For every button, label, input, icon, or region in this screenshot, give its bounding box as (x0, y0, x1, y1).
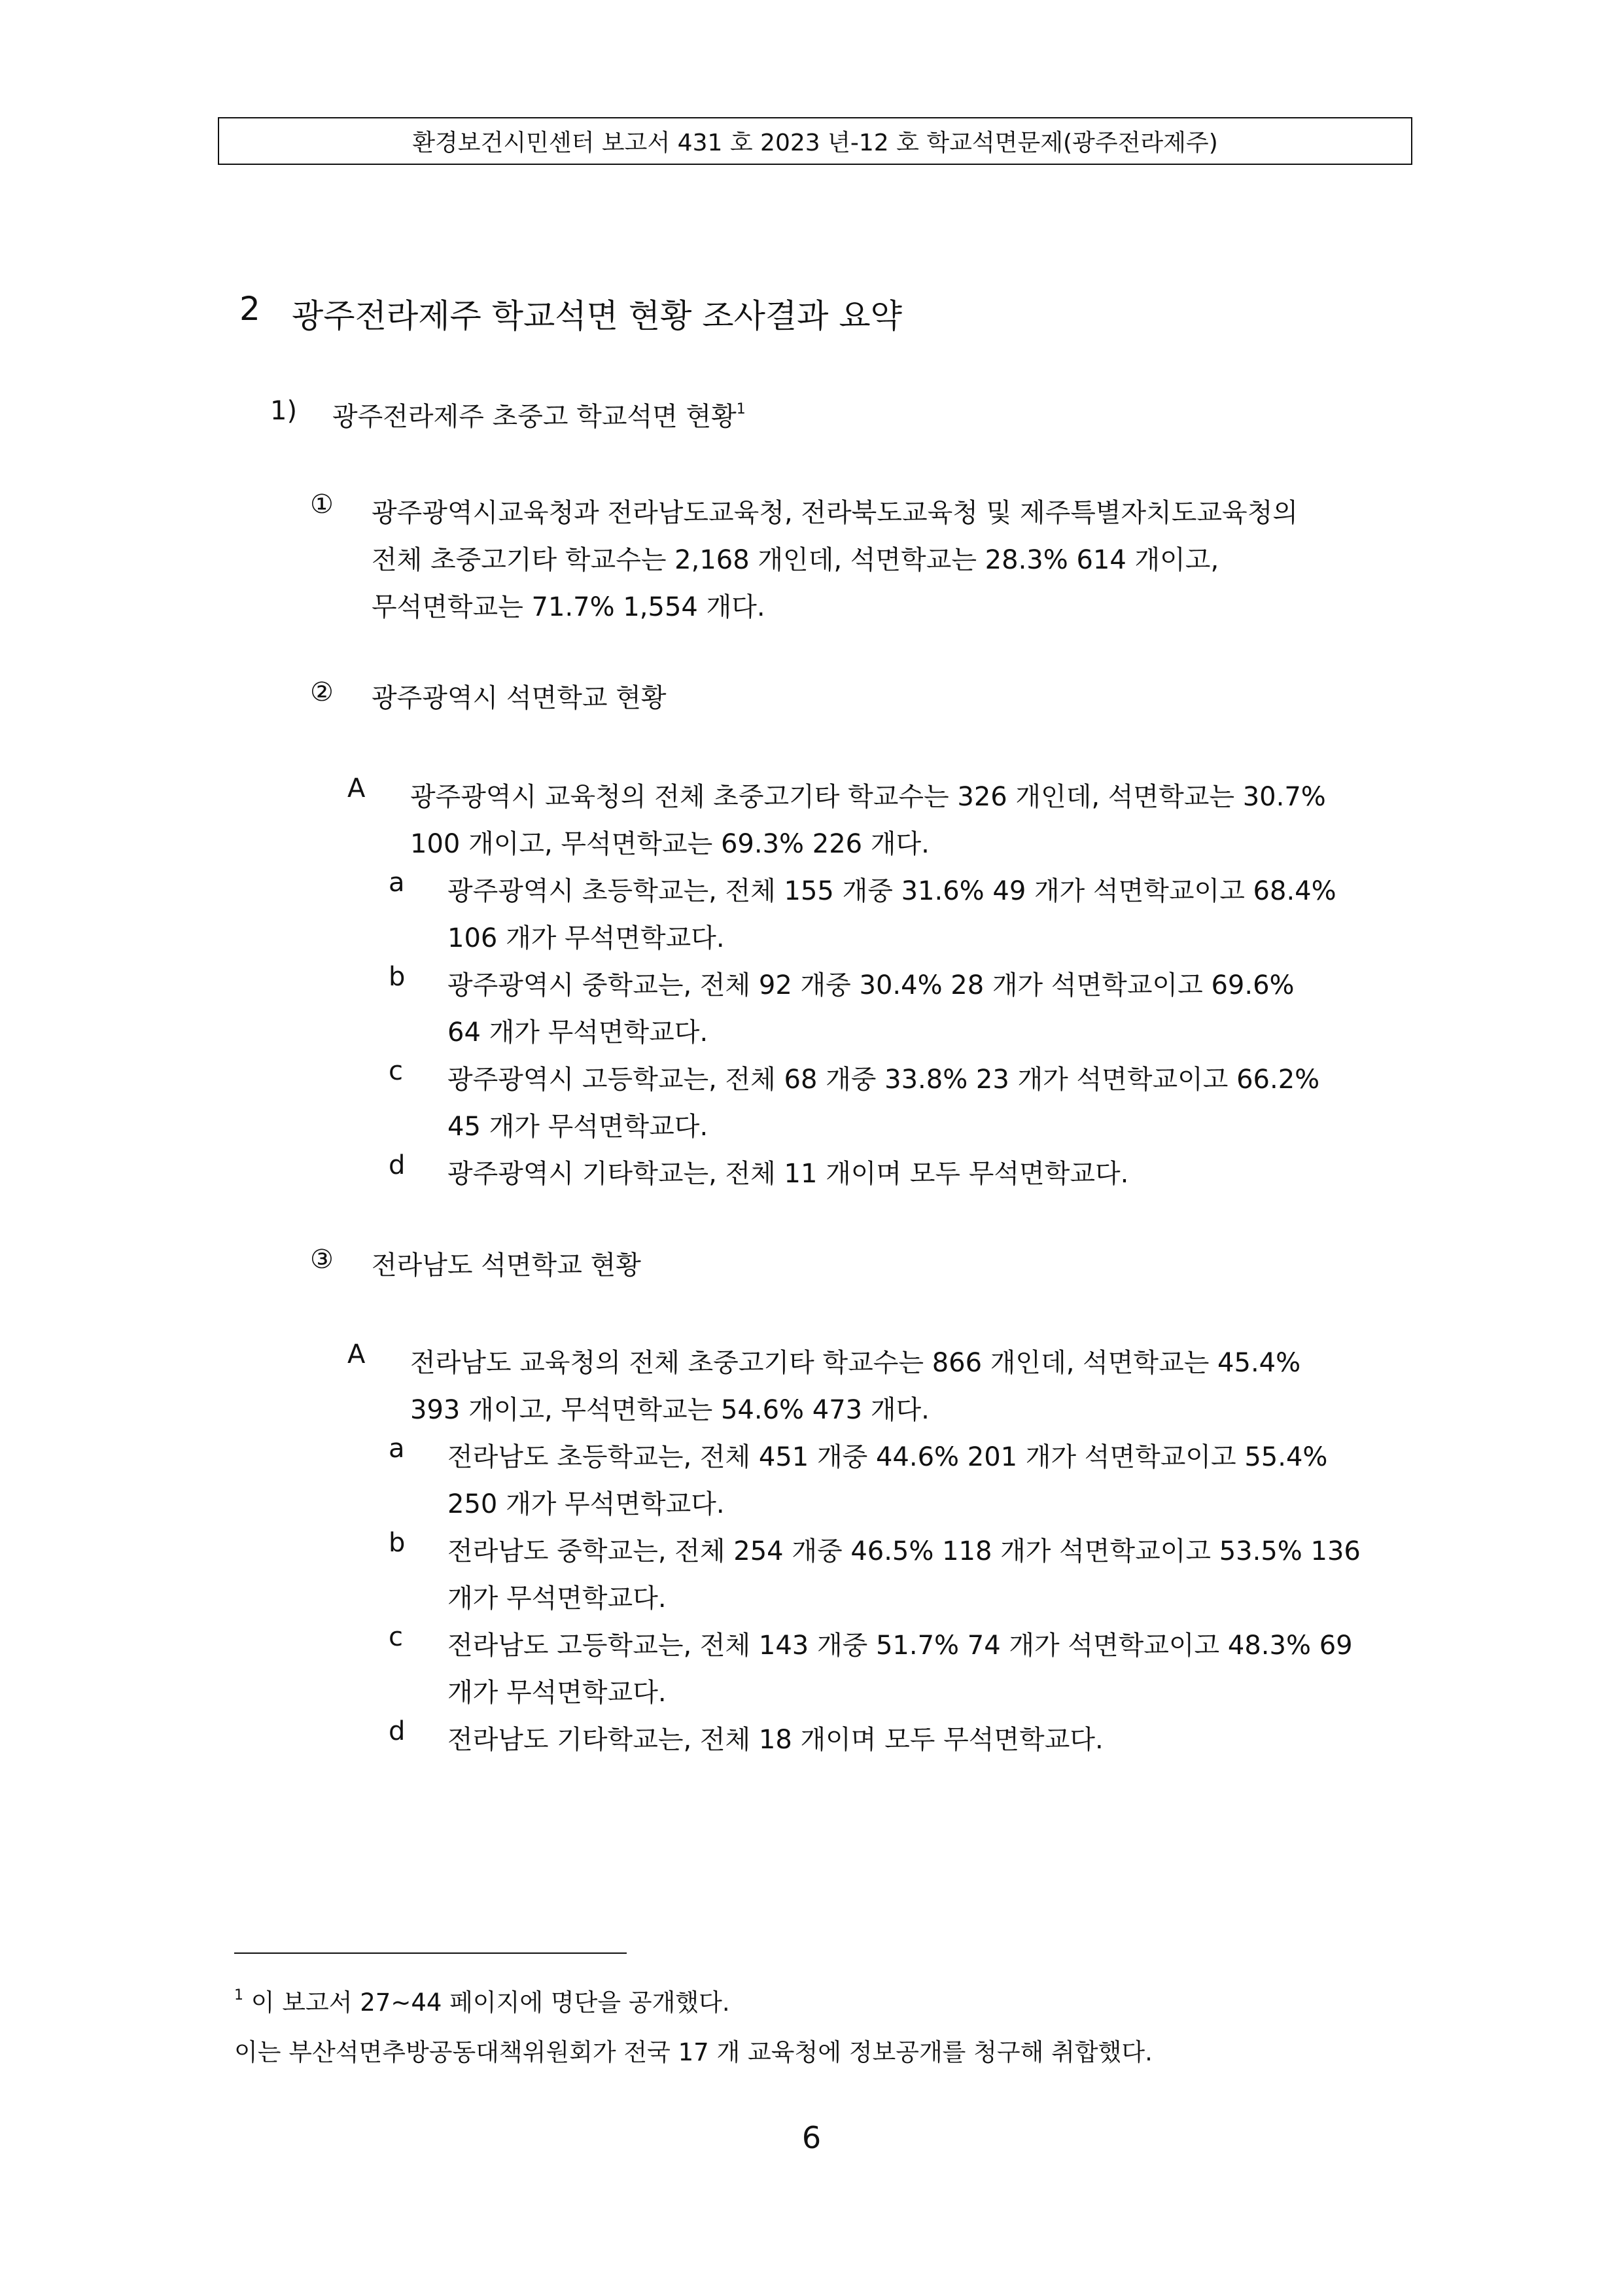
item2-a-line: 광주광역시 초등학교는, 전체 155 개중 31.6% 49 개가 석면학교이고 68.4% (447, 876, 1336, 906)
item2-A-line: 광주광역시 교육청의 전체 초중고기타 학교수는 326 개인데, 석면학교는 30.7% (410, 782, 1326, 812)
item1-paragraph (372, 489, 1298, 631)
item2-A-marker: A (347, 773, 366, 804)
item1-line: 무석면학교는 71.7% 1,554 개다. (372, 592, 765, 622)
item2-a-line: 106 개가 무석면학교다. (447, 923, 725, 953)
running-header: 환경보건시민센터 보고서 431 호 2023 년-12 호 학교석면문제(광주전라제주) (218, 117, 1412, 165)
item2-d-marker: d (389, 1150, 406, 1180)
item2-A-paragraph (410, 773, 1326, 868)
item2-b-line: 광주광역시 중학교는, 전체 92 개중 30.4% 28 개가 석면학교이고 69.6% (447, 970, 1295, 1000)
item3-A-line: 전라남도 교육청의 전체 초중고기타 학교수는 866 개인데, 석면학교는 45.4% (410, 1348, 1301, 1378)
item3-title: 전라남도 석면학교 현황 (372, 1250, 641, 1280)
footnote-line-1 (234, 1983, 730, 2018)
item3-a-paragraph (447, 1434, 1327, 1528)
subsection-number: 1) (270, 396, 298, 426)
item3-b-marker: b (389, 1528, 406, 1558)
footnote-ref: 1 (736, 400, 746, 417)
item3-c-paragraph (447, 1622, 1353, 1716)
footnote-marker: 1 (234, 1987, 243, 2004)
page-number: 6 (801, 2120, 822, 2155)
item2-d-paragraph (447, 1150, 1128, 1197)
subsection-title (332, 396, 746, 433)
item2-c-line: 광주광역시 고등학교는, 전체 68 개중 33.8% 23 개가 석면학교이고 66.2% (447, 1065, 1320, 1095)
item1-line: 광주광역시교육청과 전라남도교육청, 전라북도교육청 및 제주특별자치도교육청의 (372, 498, 1298, 528)
item2-a-marker: a (389, 868, 405, 898)
item3-b-line: 개가 무석면학교다. (447, 1583, 667, 1614)
item1-marker: ① (310, 489, 334, 520)
item3-a-line: 250 개가 무석면학교다. (447, 1489, 725, 1519)
item3-d-marker: d (389, 1716, 406, 1746)
footnote-separator (234, 1952, 627, 1954)
item2-marker: ② (310, 677, 334, 707)
item2-b-marker: b (389, 962, 406, 992)
item3-b-line: 전라남도 중학교는, 전체 254 개중 46.5% 118 개가 석면학교이고 53.5% 136 (447, 1536, 1361, 1566)
item3-c-line: 개가 무석면학교다. (447, 1678, 667, 1708)
item2-title: 광주광역시 석면학교 현황 (372, 683, 667, 713)
item2-A-line: 100 개이고, 무석면학교는 69.3% 226 개다. (410, 829, 930, 859)
item3-c-marker: c (389, 1622, 403, 1652)
item2-c-marker: c (389, 1056, 403, 1086)
item3-c-line: 전라남도 고등학교는, 전체 143 개중 51.7% 74 개가 석면학교이고 48.3% 69 (447, 1631, 1353, 1661)
item3-marker: ③ (310, 1245, 334, 1275)
item2-b-line: 64 개가 무석면학교다. (447, 1017, 708, 1048)
item3-d-paragraph (447, 1716, 1104, 1763)
item3-A-paragraph (410, 1339, 1300, 1434)
item3-a-line: 전라남도 초등학교는, 전체 451 개중 44.6% 201 개가 석면학교이고 55.4% (447, 1442, 1328, 1472)
item3-A-line: 393 개이고, 무석면학교는 54.6% 473 개다. (410, 1395, 930, 1425)
subsection-title-text: 광주전라제주 초중고 학교석면 현황 (332, 402, 737, 432)
item1-line: 전체 초중고기타 학교수는 2,168 개인데, 석면학교는 28.3% 614 개이고, (372, 545, 1219, 575)
section-title: 광주전라제주 학교석면 현황 조사결과 요약 (292, 297, 902, 335)
item2-b-paragraph (447, 962, 1295, 1056)
item2-a-paragraph (447, 868, 1336, 962)
footnote-line-2: 이는 부산석면추방공동대책위원회가 전국 17 개 교육청에 정보공개를 청구해 취합했다. (234, 2038, 1153, 2066)
item3-d-line: 전라남도 기타학교는, 전체 18 개이며 모두 무석면학교다. (447, 1725, 1104, 1755)
item3-a-marker: a (389, 1434, 405, 1464)
section-number: 2 (239, 290, 260, 328)
item3-b-paragraph (447, 1528, 1361, 1622)
item2-c-line: 45 개가 무석면학교다. (447, 1112, 708, 1142)
item2-c-paragraph (447, 1056, 1319, 1150)
item3-A-marker: A (347, 1339, 366, 1369)
footnote-text-1: 이 보고서 27~44 페이지에 명단을 공개했다. (251, 1988, 730, 2017)
item2-d-line: 광주광역시 기타학교는, 전체 11 개이며 모두 무석면학교다. (447, 1159, 1129, 1189)
